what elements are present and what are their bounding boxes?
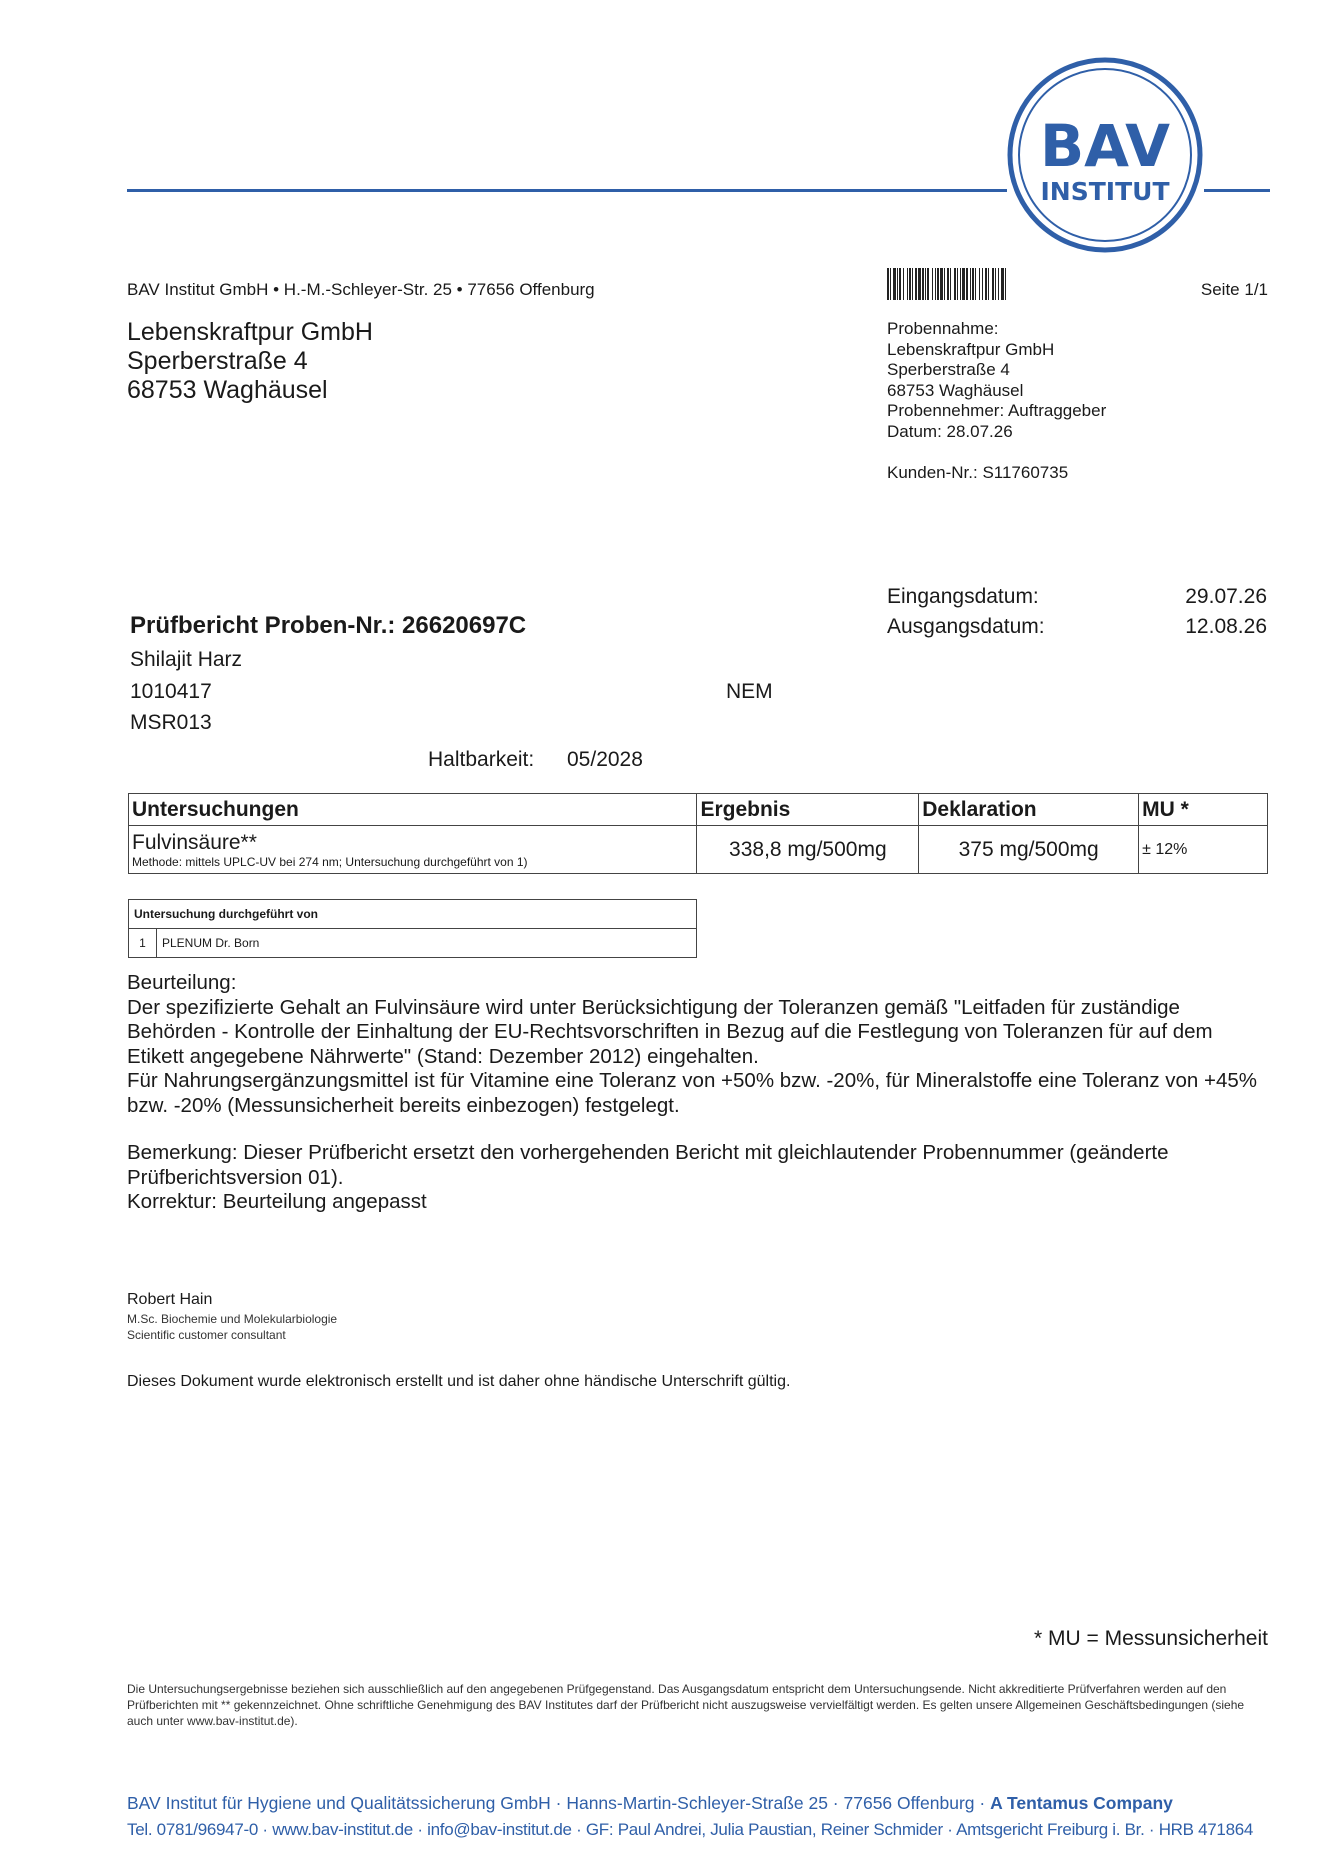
lab-header-row xyxy=(129,900,697,929)
barcode-bar xyxy=(922,268,924,300)
barcode-bar xyxy=(950,268,951,300)
sample-ref: MSR013 xyxy=(130,711,212,734)
exam-method: Methode: mittels UPLC-UV bei 274 nm; Untersuchung durchgeführt von 1) xyxy=(132,854,528,869)
signer-name: Robert Hain xyxy=(127,1291,213,1308)
barcode-bar xyxy=(893,268,896,300)
barcode-bar xyxy=(909,268,911,300)
barcode-bar xyxy=(975,268,976,300)
table-row xyxy=(129,929,697,958)
header-declaration: Deklaration xyxy=(919,794,1139,826)
barcode-bar xyxy=(1001,268,1004,300)
remark-correction: Korrektur: Beurteilung angepasst xyxy=(127,1190,427,1213)
issue-date-row xyxy=(887,612,1267,642)
issue-date-value: 12.08.26 xyxy=(1185,615,1267,638)
barcode-bar xyxy=(925,268,926,300)
report-title: Prüfbericht Proben-Nr.: 26620697C xyxy=(130,612,527,639)
header-rule-left xyxy=(127,189,1007,192)
barcode-bar xyxy=(1005,268,1006,300)
barcode-bar xyxy=(932,268,933,300)
table-row xyxy=(129,826,1268,874)
barcode-bar xyxy=(988,268,989,300)
page-number: Seite 1/1 xyxy=(1200,280,1268,299)
logo-text-bav: BAV xyxy=(1039,112,1171,180)
issue-date-label: Ausgangsdatum: xyxy=(887,615,1045,638)
sampling-company: Lebenskraftpur GmbH xyxy=(887,339,1055,359)
customer-number: Kunden-Nr.: S11760735 xyxy=(887,463,1069,482)
recipient-street: Sperberstraße 4 xyxy=(127,347,308,375)
header-mu: MU * xyxy=(1139,794,1268,826)
signer-degree: M.Sc. Biochemie und Molekularbiologie xyxy=(127,1312,338,1326)
declaration-value: 375 mg/500mg xyxy=(919,826,1139,874)
barcode-bar xyxy=(947,268,949,300)
barcode-bar xyxy=(887,268,889,300)
assessment-paragraph-1: Der spezifizierte Gehalt an Fulvinsäure wird unter Berücksichtigung der Toleranzen gemäß "Leitfaden für zuständige Behörden - Kontrolle der Einhaltung der EU-Rechtsvorschriften in Bezug auf die Festlegung von Toleranzen für auf dem Etikett angegebene Nährwerte" (Stand: Dezember 2012) eingehalten. xyxy=(127,995,1213,1068)
barcode-bar xyxy=(998,268,999,300)
sender-address-line: BAV Institut GmbH • H.-M.-Schleyer-Str. 25 • 77656 Offenburg xyxy=(127,280,595,299)
sampling-city: 68753 Waghäusel xyxy=(887,380,1024,400)
barcode-bar xyxy=(944,268,945,300)
remark xyxy=(127,1141,1272,1215)
barcode-bar xyxy=(940,268,943,300)
sampling-date: Datum: 28.07.26 xyxy=(887,421,1013,441)
barcode-bar xyxy=(915,268,917,300)
electronic-validity-note: Dieses Dokument wurde elektronisch erstellt und ist daher ohne händische Unterschrift gültig. xyxy=(127,1373,791,1390)
barcode xyxy=(887,268,1112,300)
lab-name: PLENUM Dr. Born xyxy=(157,929,697,958)
shelf-life-label: Haltbarkeit: xyxy=(428,748,535,771)
barcode-bar xyxy=(937,268,939,300)
barcode-bar xyxy=(992,268,994,300)
receipt-date-value: 29.07.26 xyxy=(1185,585,1267,608)
barcode-bar xyxy=(918,268,921,300)
receipt-date-label: Eingangsdatum: xyxy=(887,585,1039,608)
barcode-bar xyxy=(966,268,968,300)
barcode-bar xyxy=(972,268,974,300)
recipient-address xyxy=(127,318,373,405)
assessment xyxy=(127,971,1272,1118)
barcode-bar xyxy=(903,268,904,300)
sample-name: Shilajit Harz xyxy=(130,648,243,671)
footer-tentamus: A Tentamus Company xyxy=(990,1793,1173,1813)
footer-address: BAV Institut für Hygiene und Qualitätssicherung GmbH · Hanns-Martin-Schleyer-Straße 25 · 77656 Offenburg · xyxy=(127,1793,991,1813)
recipient-city: 68753 Waghäusel xyxy=(127,376,328,404)
barcode-bar xyxy=(897,268,898,300)
barcode-bar xyxy=(957,268,958,300)
header-exam: Untersuchungen xyxy=(129,794,697,826)
bav-institut-logo xyxy=(1005,55,1205,255)
sampling-label: Probennahme: xyxy=(887,319,999,338)
lab-table xyxy=(128,899,697,958)
barcode-bar xyxy=(907,268,908,300)
barcode-bar xyxy=(935,268,936,300)
barcode-bar xyxy=(954,268,956,300)
disclaimer: Die Untersuchungsergebnisse beziehen sich ausschließlich auf den angegebenen Prüfgegenstand. Das Ausgangsdatum entspricht dem Untersuchungsende. Nicht akkreditierte Prüfverfahren werden auf den Prüfberichten mit ** gekennzeichnet. Ohne schriftliche Genehmigung des BAV Institutes darf der Prüfbericht nicht auszugsweise vervielfältigt werden. Es gelten unsere Allgemeinen Geschäftsbedingungen (siehe auch unter www.bav-institut.de). xyxy=(127,1682,1245,1728)
footer-contact-line: Tel. 0781/96947-0 · www.bav-institut.de · info@bav-institut.de · GF: Paul Andrei, Julia Paustian, Reiner Schmider · Amtsgericht Freiburg i. Br. · HRB 471864 xyxy=(127,1820,1254,1839)
recipient-name: Lebenskraftpur GmbH xyxy=(127,318,373,346)
logo-text-institut: INSTITUT xyxy=(1040,177,1170,206)
results-table xyxy=(128,793,1268,874)
lab-header: Untersuchung durchgeführt von xyxy=(129,900,697,929)
results-header-row xyxy=(129,794,1268,826)
report-dates xyxy=(887,582,1267,642)
result-value: 338,8 mg/500mg xyxy=(697,826,919,874)
barcode-bar xyxy=(962,268,965,300)
exam-cell xyxy=(129,826,697,874)
header-rule-right xyxy=(1204,189,1270,192)
receipt-date-row xyxy=(887,582,1267,612)
assessment-heading: Beurteilung: xyxy=(127,971,237,994)
mu-value: ± 12% xyxy=(1139,826,1268,874)
sampling-sampler: Probennehmer: Auftraggeber xyxy=(887,401,1107,420)
exam-name: Fulvinsäure** xyxy=(132,830,257,854)
remark-text: Bemerkung: Dieser Prüfbericht ersetzt den vorhergehenden Bericht mit gleichlautender Probennummer (geänderte Prüfberichtsversion 01). xyxy=(127,1141,1169,1189)
sampling-street: Sperberstraße 4 xyxy=(887,360,1010,379)
barcode-bar xyxy=(979,268,980,300)
barcode-bar xyxy=(960,268,961,300)
shelf-life-value: 05/2028 xyxy=(567,748,643,771)
header-result: Ergebnis xyxy=(697,794,919,826)
mu-footnote: * MU = Messunsicherheit xyxy=(1033,1627,1268,1650)
assessment-paragraph-2: Für Nahrungsergänzungsmittel ist für Vitamine eine Toleranz von +50% bzw. -20%, für Mineralstoffe eine Toleranz von +45% bzw. -20% (Messunsicherheit bereits einbezogen) festgelegt. xyxy=(127,1069,1258,1117)
barcode-bar xyxy=(890,268,891,300)
footer-company-line xyxy=(127,1793,1173,1814)
barcode-bar xyxy=(985,268,987,300)
sample-code: 1010417 xyxy=(130,680,212,703)
sample-category: NEM xyxy=(726,680,773,703)
barcode-bar xyxy=(927,268,929,300)
barcode-bar xyxy=(995,268,996,300)
barcode-bar xyxy=(899,268,901,300)
barcode-bar xyxy=(970,268,971,300)
signer-role: Scientific customer consultant xyxy=(127,1328,286,1342)
sampling-info xyxy=(887,319,1106,442)
signer-details xyxy=(127,1311,337,1343)
barcode-bar xyxy=(912,268,913,300)
lab-index: 1 xyxy=(129,929,157,958)
barcode-bar xyxy=(982,268,983,300)
